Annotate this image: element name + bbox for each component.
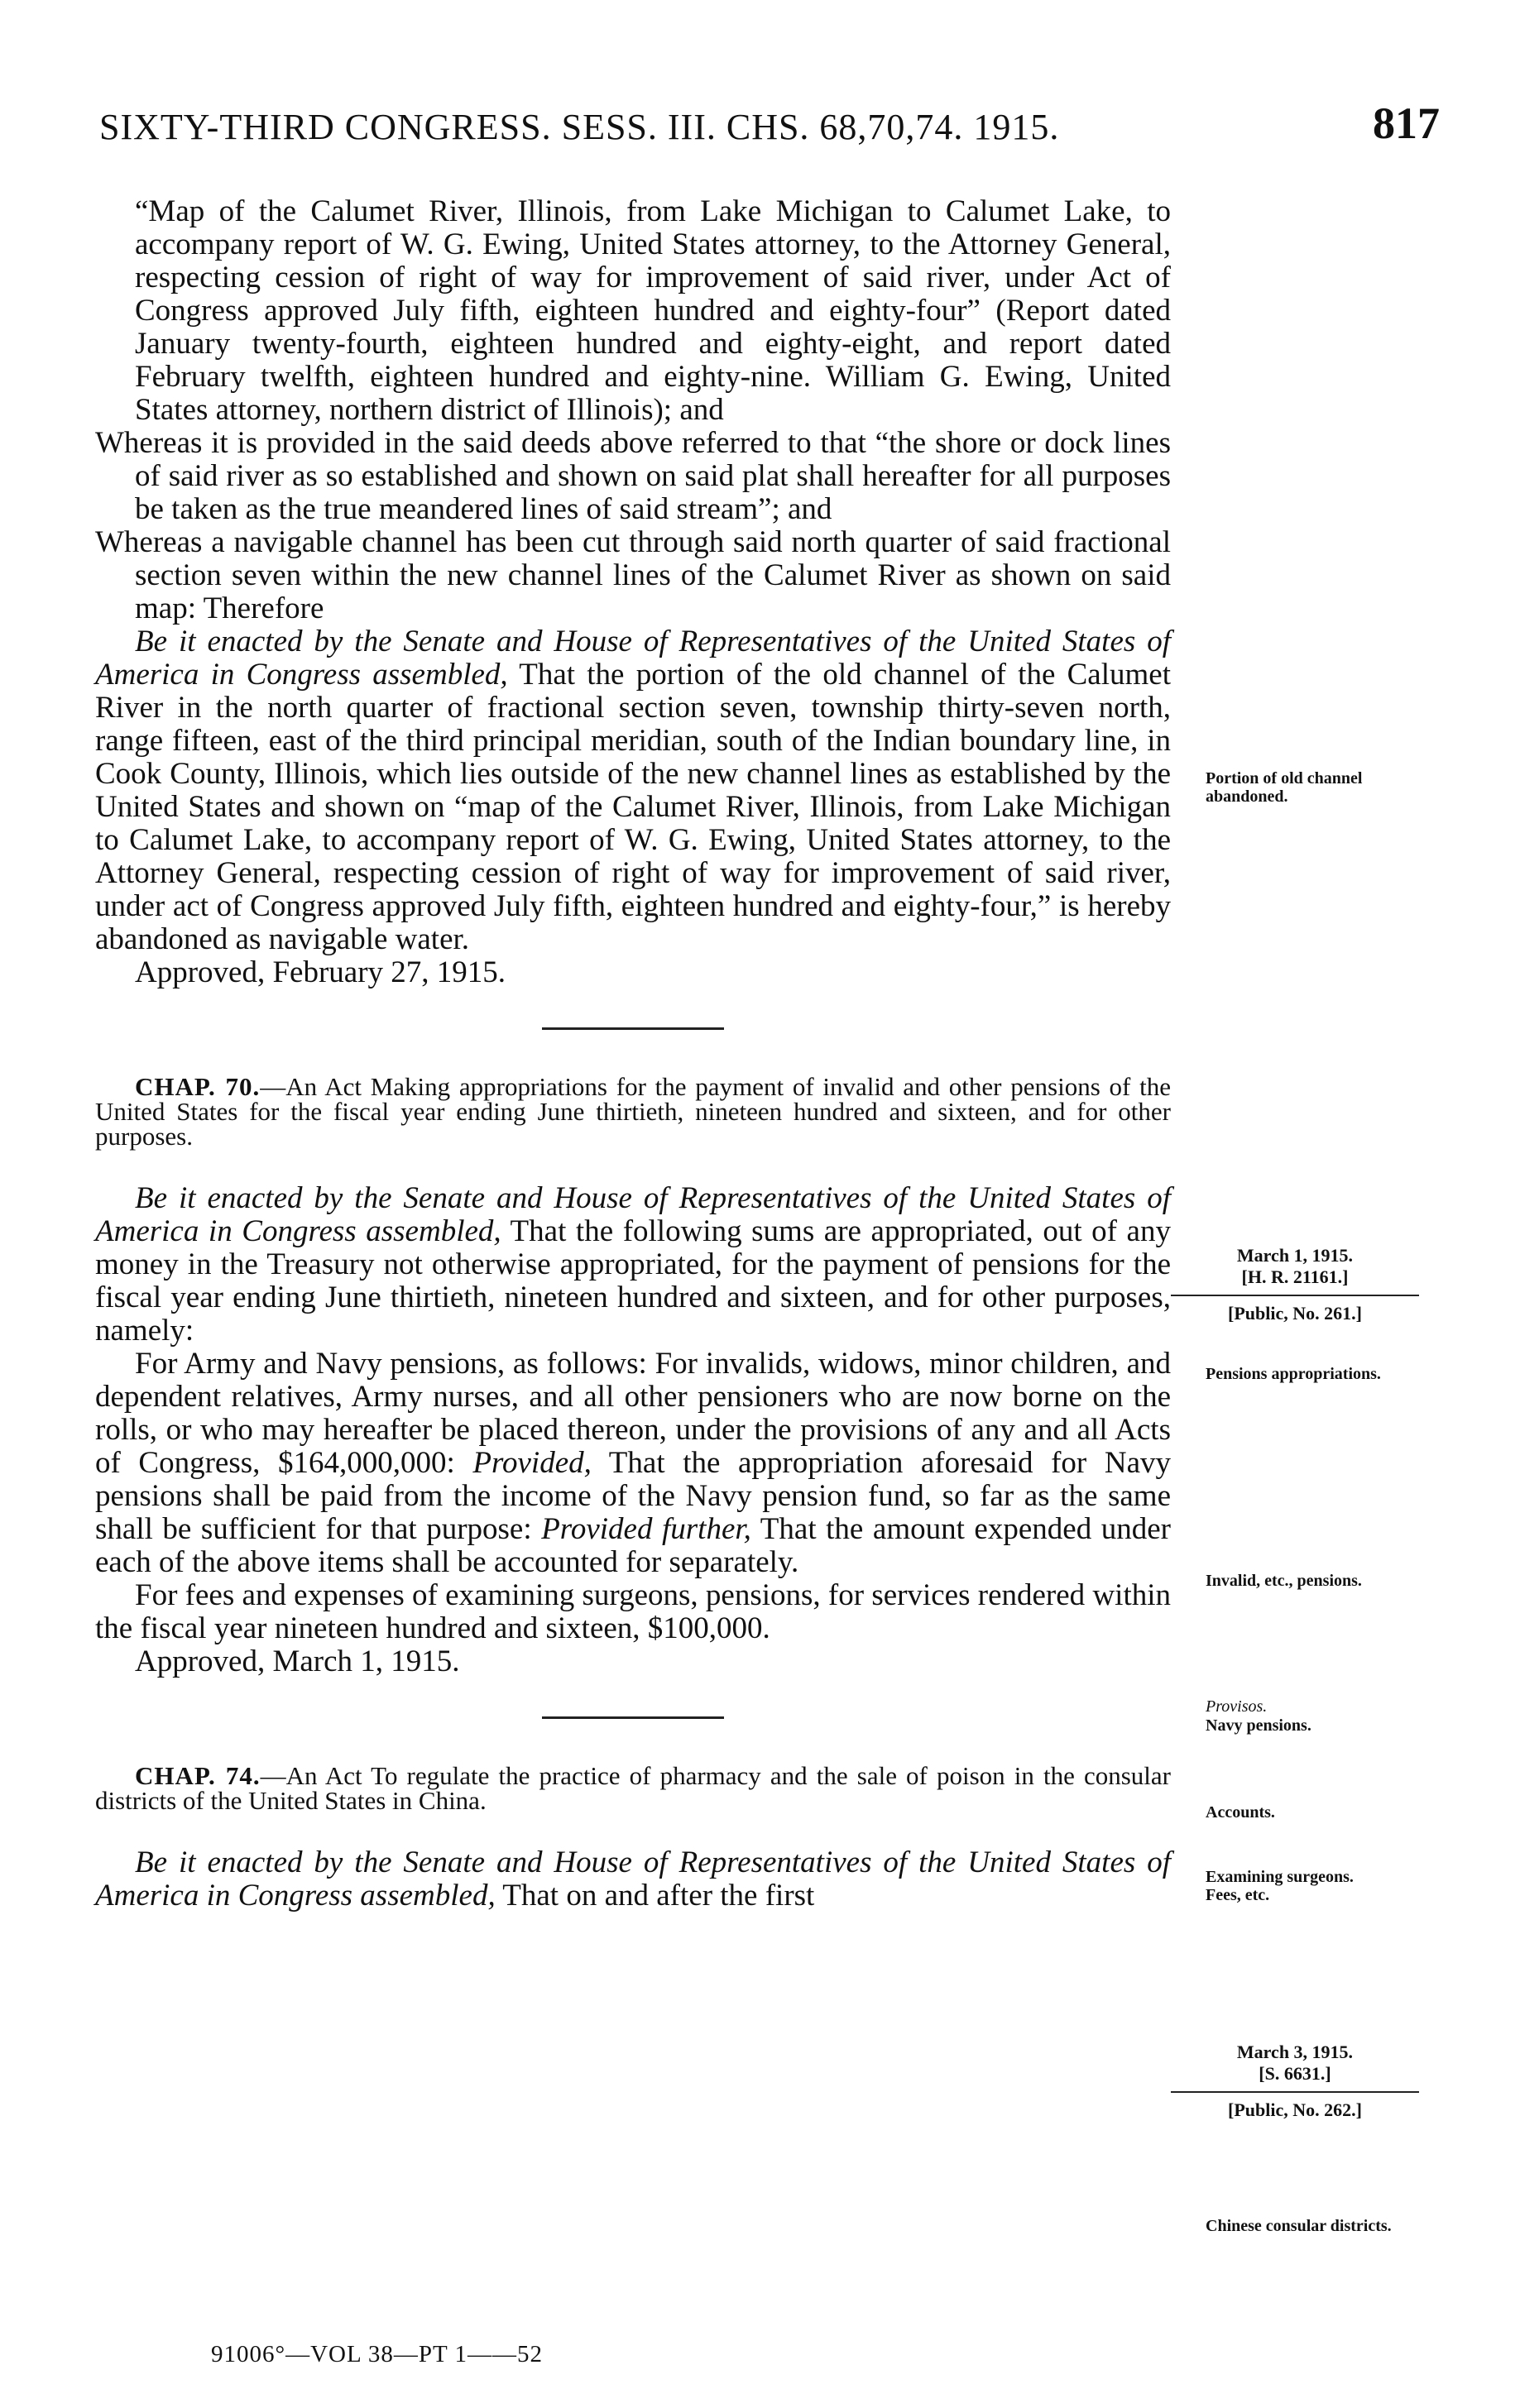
page-number: 817 [1373, 98, 1440, 148]
ch74-public-law: [Public, No. 262.] [1228, 2099, 1362, 2120]
ch70-title: —An Act Making appropriations for the payment of invalid and other pensions of the United States for the fiscal year ending June thirtieth, nineteen hundred and sixteen, and for other purposes. [95, 1072, 1171, 1151]
ch70-enacting-paragraph [95, 1182, 1171, 1348]
section-divider [542, 1027, 724, 1030]
ch74-date-block [1171, 2042, 1419, 2121]
margin-note-provisos: Provisos. [1206, 1697, 1268, 1716]
margin-note-accounts: Accounts. [1206, 1803, 1275, 1822]
ch70-date: March 1, 1915. [1236, 1245, 1354, 1266]
ch68-enacting-paragraph [95, 625, 1171, 956]
section-divider [542, 1716, 724, 1719]
spacer [95, 1149, 1171, 1182]
ch74-date: March 3, 1915. [1236, 2042, 1354, 2062]
ch74-date-rule [1171, 2091, 1419, 2093]
ch74-title: —An Act To regulate the practice of pharmacy and the sale of poison in the consular districts of the United States in China. [95, 1761, 1171, 1815]
ch74-heading [95, 1761, 1171, 1815]
ch70-navy-fund-text: That the appropriation aforesaid for Navy pensions shall be paid from the income of the Navy pension fund, so far as the same shall be sufficient for that purpose: [95, 1446, 1171, 1546]
header-title: SIXTY-THIRD CONGRESS. SESS. III. CHS. 68,70,74. 1915. [99, 107, 1060, 147]
ch70-army-navy-text: For Army and Navy pensions, as follows: For invalids, widows, minor children, and dependent relatives, Army nurses, and all other pensioners who are now borne on the rolls, or who may hereafter be placed thereon, under the provisions of any and all Acts of Congress, $164,000,000: [95, 1347, 1171, 1480]
ch70-accounts-text: That the amount expended under each of the above items shall be accounted for separately. [95, 1512, 1171, 1579]
ch68-whereas-1: Whereas it is provided in the said deeds above referred to that “the shore or dock lines of said river as so established and shown on said plat shall hereafter for all purposes be taken as the true meandered lines of said stream”; and [95, 426, 1171, 526]
ch68-approved: Approved, February 27, 1915. [135, 955, 506, 989]
ch74-bill: [S. 6631.] [1259, 2063, 1331, 2084]
ch70-public-law: [Public, No. 261.] [1228, 1303, 1362, 1324]
ch70-army-navy-paragraph [95, 1348, 1171, 1579]
ch68-quote-paragraph: “Map of the Calumet River, Illinois, from Lake Michigan to Calumet Lake, to accompany report of W. G. Ewing, United States attorney, to the Attorney General, respecting cession of right of way for improvement of said river, under Act of Congress approved July fifth, eighteen hundred and eighty-four” (Report dated January twenty-fourth, eighteen hundred and eighty-eight, and report dated February twelfth, eighteen hundred and eighty-nine. William G. Ewing, United States attorney, northern district of Illinois); and [135, 194, 1171, 427]
proviso-provided-further: Provided further, [541, 1512, 751, 1546]
ch70-enacting-text: That the following sums are appropriated, out of any money in the Treasury not otherwise appropriated, for the payment of pensions for the fiscal year ending June thirtieth, nineteen hundred and sixteen, and for other purposes, namely: [95, 1214, 1171, 1348]
running-header [99, 93, 1440, 159]
margin-note-navy: Navy pensions. [1206, 1716, 1311, 1735]
margin-note-pensions: Pensions appropriations. [1206, 1365, 1381, 1383]
ch70-bill: [H. R. 21161.] [1241, 1266, 1349, 1287]
ch68-enacting-clause: Be it enacted by the Senate and House of Representatives of the United States of America in Congress assembled, [95, 625, 1171, 692]
ch70-heading [95, 1072, 1171, 1151]
ch74-enacting-text: That on and after the first [495, 1879, 815, 1913]
ch70-date-rule [1171, 1295, 1419, 1296]
print-code-footer: 91006°—VOL 38—PT 1——52 [211, 2341, 543, 2367]
margin-note-old-channel: Portion of old channel abandoned. [1206, 769, 1363, 806]
ch68-whereas-2: Whereas a navigable channel has been cut through said north quarter of said fractional section seven within the new channel lines of the Calumet River as shown on said map: Therefore [95, 525, 1171, 625]
ch70-fees-paragraph: For fees and expenses of examining surgeons, pensions, for services rendered within the fiscal year nineteen hundred and sixteen, $100,000. [95, 1578, 1171, 1645]
ch74-enacting-clause: Be it enacted by the Senate and House of Representatives of the United States of America in Congress assembled, [95, 1845, 1171, 1913]
ch68-enacting-text: That the portion of the old channel of the Calumet River in the north quarter of fractional section seven, township thirty-seven north, range fifteen, east of the third principal meridian, south of the Indian boundary line, in Cook County, Illinois, which lies outside of the new channel lines as established by the United States and shown on “map of the Calumet River, Illinois, from Lake Michigan to Calumet Lake, to accompany report of W. G. Ewing, United States attorney, to the Attorney General, respecting cession of right of way for improvement of said river, under act of Congress approved July fifth, eighteen hundred and eighty-four,” is hereby abandoned as navigable water. [95, 658, 1171, 956]
ch74-label: CHAP. 74. [135, 1761, 261, 1790]
margin-note-invalid: Invalid, etc., pensions. [1206, 1572, 1362, 1590]
main-text [95, 195, 1171, 1913]
ch74-enacting-paragraph [95, 1846, 1171, 1913]
margin-note-fees: Fees, etc. [1206, 1886, 1270, 1904]
ch70-enacting-clause: Be it enacted by the Senate and House of Representatives of the United States of America in Congress assembled, [95, 1181, 1171, 1248]
proviso-provided: Provided, [472, 1446, 592, 1480]
ch70-date-block [1171, 1245, 1419, 1324]
margin-note-examining: Examining surgeons. [1206, 1868, 1354, 1886]
ch70-approved: Approved, March 1, 1915. [135, 1644, 460, 1678]
spacer [95, 1813, 1171, 1846]
ch70-label: CHAP. 70. [135, 1072, 261, 1101]
margin-note-consular: Chinese consular districts. [1206, 2217, 1392, 2235]
